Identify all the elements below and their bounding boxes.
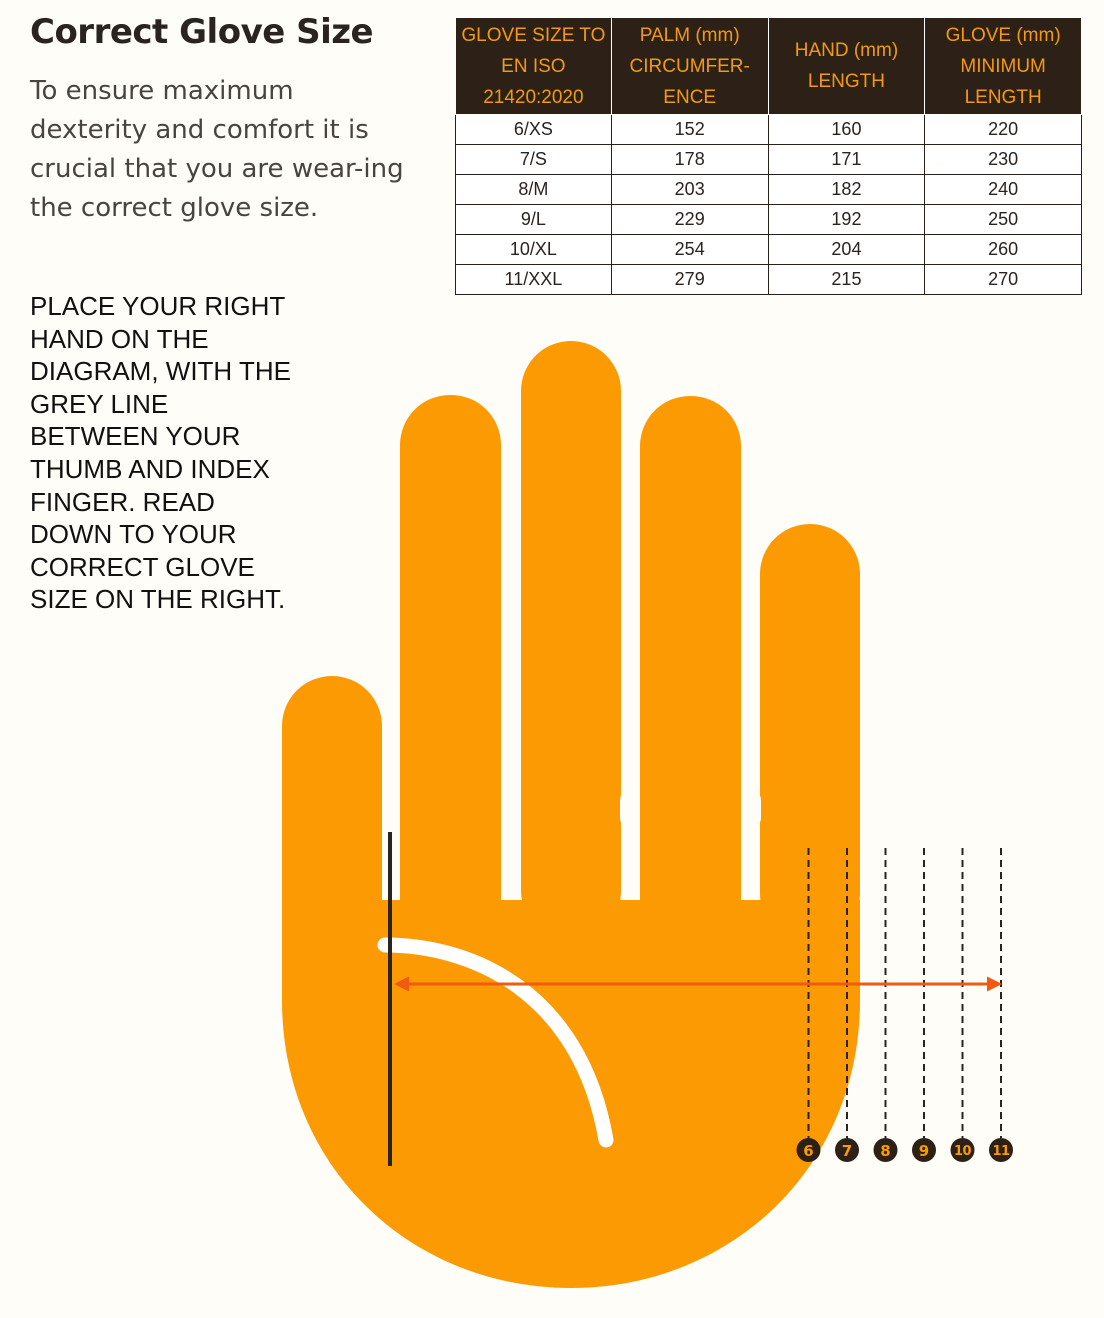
- size-marker-6: [797, 1138, 821, 1162]
- hand-shape: [282, 341, 860, 1288]
- size-marker-label: 7: [841, 1142, 853, 1160]
- cell-palm: 203: [611, 175, 768, 205]
- cell-hand: 215: [768, 265, 925, 295]
- thumb: [282, 676, 382, 1036]
- cell-palm: 279: [611, 265, 768, 295]
- header-glove-minimum-length: GLOVE (mm) MINIMUM LENGTH: [925, 18, 1082, 115]
- size-marker-label: 9: [918, 1142, 930, 1160]
- cell-glove: 220: [925, 115, 1082, 145]
- intro-text: To ensure maximum dexterity and comfort it is crucial that you are wear-ing the correct glove size.: [30, 76, 404, 223]
- size-marker-8: [874, 1138, 898, 1162]
- size-marker-7: [835, 1138, 859, 1162]
- header-hand-length: HAND (mm) LENGTH: [768, 18, 925, 115]
- size-marker-9: [912, 1138, 936, 1162]
- cell-glove: 250: [925, 205, 1082, 235]
- middle-finger: [521, 341, 621, 941]
- cell-glove: 230: [925, 145, 1082, 175]
- cell-palm: 229: [611, 205, 768, 235]
- size-marker-10: [951, 1138, 975, 1162]
- cell-size: 10/XL: [456, 235, 612, 265]
- size-marker-label: 6: [803, 1142, 814, 1160]
- size-marker-label: 11: [992, 1144, 1010, 1159]
- size-markers: [797, 1138, 1014, 1162]
- little-finger: [760, 524, 860, 944]
- cell-hand: 160: [768, 115, 925, 145]
- cell-size: 7/S: [456, 145, 612, 175]
- cell-hand: 171: [768, 145, 925, 175]
- cell-palm: 178: [611, 145, 768, 175]
- size-marker-label: 10: [953, 1144, 972, 1159]
- cell-hand: 192: [768, 205, 925, 235]
- size-marker-11: [989, 1138, 1013, 1162]
- cell-glove: 270: [925, 265, 1082, 295]
- cell-glove: 240: [925, 175, 1082, 205]
- cell-palm: 254: [611, 235, 768, 265]
- instructions-text: PLACE YOUR RIGHT HAND ON THE DIAGRAM, WITH THE GREY LINE BETWEEN YOUR THUMB AND INDEX FINGER. READ DOWN TO YOUR CORRECT GLOVE SIZE ON THE RIGHT.: [30, 291, 291, 615]
- cell-hand: 204: [768, 235, 925, 265]
- cell-size: 8/M: [456, 175, 612, 205]
- cell-size: 6/XS: [456, 115, 612, 145]
- cell-size: 11/XXL: [456, 265, 612, 295]
- header-palm-circumference: PALM (mm) CIRCUMFER-ENCE: [611, 18, 768, 115]
- index-finger: [400, 395, 501, 955]
- size-marker-label: 8: [880, 1142, 891, 1160]
- cell-size: 9/L: [456, 205, 612, 235]
- cell-palm: 152: [611, 115, 768, 145]
- page-title: Correct Glove Size: [30, 12, 374, 52]
- cell-hand: 182: [768, 175, 925, 205]
- header-glove-size: GLOVE SIZE TO EN ISO 21420:2020: [456, 18, 612, 115]
- cell-glove: 260: [925, 235, 1082, 265]
- ring-finger: [640, 396, 741, 956]
